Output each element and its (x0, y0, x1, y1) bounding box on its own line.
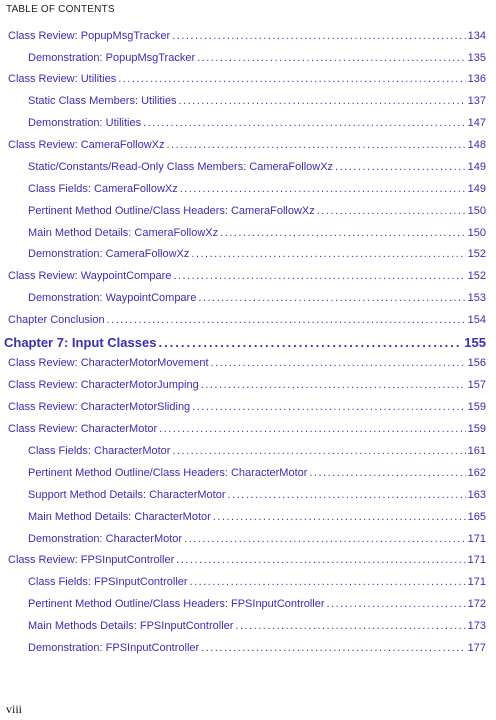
dot-leader (327, 598, 466, 610)
toc-entry[interactable] (28, 95, 486, 107)
toc-entry[interactable] (28, 642, 486, 654)
toc-entry-page: 147 (467, 117, 486, 129)
toc-entry-title: Pertinent Method Outline/Class Headers: CharacterMotor (28, 467, 308, 479)
toc-entry-title: Chapter 7: Input Classes (4, 335, 157, 350)
toc-entry[interactable] (28, 292, 486, 304)
toc-entry-page: 156 (467, 357, 486, 369)
toc-entry[interactable] (28, 52, 486, 64)
dot-leader (198, 292, 465, 304)
toc-entry-page: 159 (467, 401, 486, 413)
toc-entry-page: 153 (467, 292, 486, 304)
toc-entry-title: Chapter Conclusion (8, 314, 105, 326)
toc-entry-page: 165 (467, 511, 486, 523)
toc-entry[interactable] (8, 314, 486, 326)
toc-entry[interactable] (28, 467, 486, 479)
toc-entry[interactable] (28, 117, 486, 129)
dot-leader (227, 489, 465, 501)
toc-entry-title: Static/Constants/Read-Only Class Members: CameraFollowXz (28, 161, 334, 173)
toc-entry-title: Pertinent Method Outline/Class Headers: FPSInputController (28, 598, 325, 610)
dot-leader (211, 357, 466, 369)
dot-leader (201, 379, 466, 391)
toc-entry[interactable] (28, 576, 486, 588)
toc-entry[interactable] (8, 73, 486, 85)
toc-entry-page: 148 (467, 139, 486, 151)
toc-entry[interactable] (28, 227, 486, 239)
toc-entry-title: Static Class Members: Utilities (28, 95, 177, 107)
toc-entry-page: 163 (467, 489, 486, 501)
toc-entry-page: 172 (467, 598, 486, 610)
toc-entry-title: Class Review: CharacterMotorMovement (8, 357, 209, 369)
toc-entry-page: 157 (467, 379, 486, 391)
toc-entry-title: Demonstration: CharacterMotor (28, 533, 183, 545)
toc-entry-page: 171 (467, 533, 486, 545)
toc-entry[interactable] (28, 533, 486, 545)
toc-entry-title: Demonstration: FPSInputController (28, 642, 200, 654)
page-number: viii (6, 702, 23, 716)
toc-entry[interactable] (8, 554, 486, 566)
dot-leader (213, 511, 466, 523)
toc-entry[interactable] (8, 270, 486, 282)
toc-entry-page: 171 (467, 576, 486, 588)
dot-leader (179, 95, 466, 107)
toc-entry-title: Pertinent Method Outline/Class Headers: CameraFollowXz (28, 205, 315, 217)
toc-entry-title: Class Fields: FPSInputController (28, 576, 188, 588)
toc-entry-page: 137 (467, 95, 486, 107)
toc-entry-title: Class Fields: CameraFollowXz (28, 183, 178, 195)
toc-entry-title: Demonstration: WaypointCompare (28, 292, 197, 304)
toc-entry-page: 149 (467, 183, 486, 195)
toc-entry[interactable] (28, 511, 486, 523)
dot-leader (159, 423, 465, 435)
dot-leader (172, 30, 465, 42)
toc-entry-page: 161 (467, 445, 486, 457)
dot-leader (172, 445, 465, 457)
toc-entry-title: Support Method Details: CharacterMotor (28, 489, 226, 501)
toc-entry-page: 171 (467, 554, 486, 566)
toc-entry[interactable] (28, 248, 486, 260)
toc-entry[interactable] (28, 161, 486, 173)
dot-leader (335, 161, 466, 173)
toc-entry[interactable] (8, 423, 486, 435)
dot-leader (201, 642, 465, 654)
toc-entry-title: Class Review: FPSInputController (8, 554, 175, 566)
toc-entry[interactable] (28, 489, 486, 501)
toc-entry-title: Class Review: CharacterMotorJumping (8, 379, 199, 391)
dot-leader (118, 73, 465, 85)
toc-entry-title: Class Review: Utilities (8, 73, 117, 85)
toc-entry-page: 155 (464, 335, 486, 350)
toc-entry[interactable] (28, 598, 486, 610)
toc-entry-page: 154 (467, 314, 486, 326)
dot-leader (190, 576, 466, 588)
toc-entry-page: 149 (467, 161, 486, 173)
dot-leader (158, 335, 462, 350)
toc-entry-page: 136 (467, 73, 486, 85)
dot-leader (184, 533, 466, 545)
toc-entry-page: 152 (467, 248, 486, 260)
toc-chapter-heading[interactable] (4, 335, 486, 350)
dot-leader (220, 227, 466, 239)
toc-entry-title: Class Review: CharacterMotor (8, 423, 158, 435)
toc-entry-title: Main Method Details: CharacterMotor (28, 511, 211, 523)
toc-entry-title: Class Review: CameraFollowXz (8, 139, 165, 151)
toc-entry-title: Class Fields: CharacterMotor (28, 445, 171, 457)
toc-entry-title: Main Methods Details: FPSInputController (28, 620, 234, 632)
toc-entry-title: Class Review: PopupMsgTracker (8, 30, 171, 42)
dot-leader (235, 620, 465, 632)
dot-leader (180, 183, 466, 195)
toc-entry-title: Class Review: WaypointCompare (8, 270, 172, 282)
toc-entry-page: 177 (467, 642, 486, 654)
dot-leader (191, 248, 465, 260)
dot-leader (176, 554, 465, 566)
dot-leader (173, 270, 465, 282)
toc-entry[interactable] (28, 205, 486, 217)
toc-entry[interactable] (8, 401, 486, 413)
toc-entry-page: 152 (467, 270, 486, 282)
toc-entry-page: 173 (467, 620, 486, 632)
running-head: TABLE OF CONTENTS (6, 4, 115, 15)
toc-entry-page: 150 (467, 205, 486, 217)
dot-leader (317, 205, 466, 217)
toc-entry-page: 150 (467, 227, 486, 239)
toc-entry-title: Demonstration: Utilities (28, 117, 142, 129)
toc-entry-page: 135 (467, 52, 486, 64)
toc-entry[interactable] (28, 445, 486, 457)
dot-leader (309, 467, 465, 479)
toc-entry-page: 134 (467, 30, 486, 42)
toc-entry-title: Demonstration: PopupMsgTracker (28, 52, 196, 64)
toc-entry-page: 159 (467, 423, 486, 435)
dot-leader (107, 314, 466, 326)
toc-entry[interactable] (8, 139, 486, 151)
dot-leader (143, 117, 466, 129)
dot-leader (167, 139, 466, 151)
toc-entry[interactable] (28, 620, 486, 632)
dot-leader (197, 52, 466, 64)
toc-entry-title: Demonstration: CameraFollowXz (28, 248, 190, 260)
toc-entry-title: Class Review: CharacterMotorSliding (8, 401, 191, 413)
toc-entry-page: 162 (467, 467, 486, 479)
toc-entry-title: Main Method Details: CameraFollowXz (28, 227, 219, 239)
toc-entry[interactable] (8, 30, 486, 42)
toc-entry[interactable] (8, 379, 486, 391)
toc-entry[interactable] (8, 357, 486, 369)
toc-entry[interactable] (28, 183, 486, 195)
dot-leader (192, 401, 465, 413)
